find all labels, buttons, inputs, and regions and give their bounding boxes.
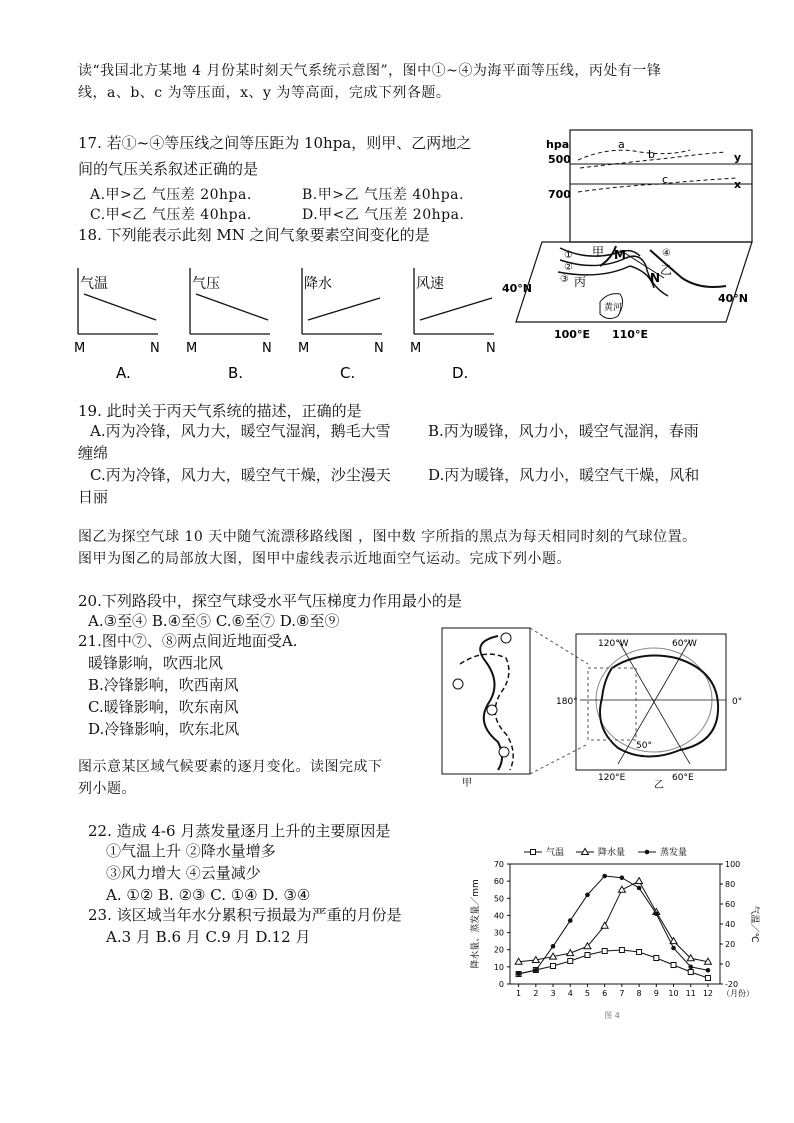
x-axis-tick-label: 8 bbox=[636, 989, 642, 998]
x-axis-tick-label: 7 bbox=[619, 989, 625, 998]
x-axis-tick-label: 9 bbox=[653, 989, 659, 998]
intro1-line1: 读“我国北方某地 4 月份某时刻天气系统示意图”，图中①~④为海平面等压线，丙处有一锋 bbox=[78, 63, 662, 79]
temperature-point bbox=[602, 949, 607, 954]
q18-graph-trend-line bbox=[308, 298, 380, 320]
temperature-point bbox=[688, 970, 693, 975]
q22-options-1-2: ①气温上升 ②降水量增多 bbox=[106, 842, 276, 860]
evaporation-point bbox=[645, 850, 650, 855]
x-axis-tick-label: 11 bbox=[685, 989, 696, 998]
evaporation-point bbox=[688, 965, 693, 970]
q18-graph-trend-line bbox=[420, 298, 492, 320]
precipitation-point bbox=[601, 922, 608, 928]
right-axis-tick-label: 80 bbox=[725, 880, 736, 889]
q18-graph-n-label: N bbox=[150, 341, 160, 356]
precipitation-point bbox=[636, 878, 643, 884]
label-jia: 甲 bbox=[592, 245, 605, 259]
label-x: x bbox=[734, 178, 742, 191]
left-axis-tick-label: 10 bbox=[493, 962, 504, 972]
intro3-line2: 列小题。 bbox=[78, 781, 136, 797]
x-axis-tick-label: 6 bbox=[602, 989, 608, 998]
q17-option-a: A.甲>乙 气压差 20hpa. bbox=[90, 187, 252, 203]
right-axis-tick-label: 60 bbox=[725, 900, 736, 909]
evaporation-point bbox=[568, 918, 573, 923]
chart-plot-frame bbox=[510, 864, 720, 984]
label-n: N bbox=[650, 271, 661, 285]
q21-option-a: 暖锋影响，吹西北风 bbox=[88, 654, 224, 672]
q19-option-b-cont: 缠绵 bbox=[78, 444, 109, 462]
zoom-area-box bbox=[588, 668, 636, 740]
q18-graph-group bbox=[74, 268, 496, 382]
temperature-point bbox=[551, 964, 556, 969]
lon-120e-label: 120°E bbox=[598, 773, 626, 783]
q17-option-d: D.甲<乙 气压差 20hpa. bbox=[302, 207, 465, 223]
q21-option-c: C.暖锋影响，吹东南风 bbox=[88, 698, 239, 716]
q18-graph-letter: C. bbox=[340, 364, 356, 382]
q19-stem: 19. 此时关于丙天气系统的描述，正确的是 bbox=[78, 402, 362, 420]
isobar-label-3: ③ bbox=[560, 274, 569, 285]
q22-choices: A. ①② B. ②③ C. ①④ D. ③④ bbox=[106, 886, 311, 904]
temperature-point bbox=[568, 959, 573, 964]
q23-stem: 23. 该区域当年水分累积亏损最为严重的月份是 bbox=[88, 906, 402, 924]
legend-label: 气温 bbox=[546, 848, 565, 858]
right-axis-tick-label: -20 bbox=[725, 980, 739, 989]
balloon-drift-figure bbox=[440, 624, 766, 794]
lat-left-label: 40°N bbox=[502, 282, 533, 295]
point-6-jia bbox=[499, 747, 509, 757]
x-axis-title: （月份） bbox=[722, 989, 754, 998]
evaporation-point bbox=[516, 971, 521, 976]
lat-right-label: 40°N bbox=[718, 292, 749, 305]
evaporation-point bbox=[551, 944, 556, 949]
ground-plane bbox=[516, 242, 752, 322]
right-axis-tick-label: 40 bbox=[725, 920, 736, 929]
x-axis-tick-label: 10 bbox=[668, 989, 679, 998]
left-axis-tick-label: 70 bbox=[493, 860, 504, 869]
right-axis-tick-label: 0 bbox=[725, 960, 731, 969]
point-8-jia bbox=[453, 679, 463, 689]
q18-graph-m-label: M bbox=[298, 341, 310, 356]
series-line bbox=[519, 881, 708, 962]
x-axis-tick-label: 2 bbox=[533, 989, 539, 998]
pressure-section-frame bbox=[570, 130, 752, 242]
lon-60e-label: 60°E bbox=[672, 773, 694, 783]
label-yi: 乙 bbox=[660, 263, 673, 277]
intro2-line1: 图乙为探空气球 10 天中随气流漂移路线图 ，图中数 字所指的黑点为每天相同时刻的气球位置。 bbox=[78, 529, 697, 545]
precipitation-point bbox=[618, 886, 625, 892]
label-c: c bbox=[662, 173, 669, 186]
left-axis-tick-label: 30 bbox=[493, 928, 504, 938]
q17-stem-line2: 间的气压关系叙述正确的是 bbox=[78, 160, 259, 178]
temperature-point bbox=[671, 963, 676, 968]
left-axis-tick-label: 40 bbox=[493, 911, 504, 921]
hpa-label: hpa bbox=[546, 138, 570, 151]
panel-jia-label: 甲 bbox=[462, 778, 472, 789]
q18-graph-trend-line bbox=[84, 294, 156, 320]
point-7-jia bbox=[487, 705, 497, 715]
q18-graph-ylabel: 风速 bbox=[416, 276, 444, 292]
evaporation-point bbox=[654, 911, 659, 916]
isobar-label-1: ① bbox=[564, 250, 573, 261]
weather-system-figure bbox=[500, 126, 770, 346]
temperature-point bbox=[637, 950, 642, 955]
left-axis-tick-label: 20 bbox=[493, 945, 504, 955]
q21-option-d: D.冷锋影响，吹东北风 bbox=[88, 720, 240, 738]
label-b: b bbox=[648, 148, 655, 161]
climate-chart bbox=[462, 842, 762, 1022]
lon-100e-label: 100°E bbox=[554, 328, 590, 341]
q22-stem: 22. 造成 4-6 月蒸发量逐月上升的主要原因是 bbox=[88, 822, 391, 840]
q17-option-b: B.甲>乙 气压差 40hpa. bbox=[302, 187, 464, 203]
label-m: M bbox=[614, 248, 626, 262]
intro1-line2: 线，a、b、c 为等压面，x、y 为等高面，完成下列各题。 bbox=[78, 85, 451, 101]
evaporation-point bbox=[706, 968, 711, 973]
chart-caption: 图 4 bbox=[604, 1011, 620, 1020]
evaporation-point bbox=[585, 893, 590, 898]
evaporation-point bbox=[602, 874, 607, 879]
q19-option-d: D.丙为暖锋，风力小，暖空气干燥，风和 bbox=[428, 466, 700, 484]
legend-label: 蒸发量 bbox=[660, 848, 688, 858]
intro2-line2: 图甲为图乙的局部放大图，图甲中虚线表示近地面空气运动。完成下列小题。 bbox=[78, 551, 571, 567]
temperature-point bbox=[531, 850, 536, 855]
left-axis-title: 降水量、蒸发量／mm bbox=[471, 879, 481, 969]
lon-120w-label: 120°W bbox=[598, 639, 629, 649]
point-9-jia bbox=[501, 633, 511, 643]
q18-graph-ylabel: 气压 bbox=[192, 276, 220, 292]
q18-graph-n-label: N bbox=[486, 341, 496, 356]
lon-60w-label: 60°W bbox=[672, 639, 697, 649]
evaporation-point bbox=[620, 875, 625, 880]
q17-stem-line1: 17. 若①~④等压线之间等压距为 10hpa，则甲、乙两地之 bbox=[78, 134, 472, 152]
evaporation-point bbox=[671, 946, 676, 951]
q21-stem: 21.图中⑦、⑧两点间近地面受A. bbox=[78, 632, 298, 650]
isobaric-surface-c bbox=[578, 178, 738, 192]
q18-graph-letter: D. bbox=[452, 364, 469, 382]
zoom-connector-top bbox=[530, 628, 588, 664]
right-axis-tick-label: 20 bbox=[725, 940, 736, 949]
q18-graph-letter: A. bbox=[116, 364, 131, 382]
label-y: y bbox=[734, 151, 742, 164]
q17-option-c: C.甲<乙 气压差 40hpa. bbox=[90, 207, 252, 223]
x-axis-tick-label: 1 bbox=[516, 989, 522, 998]
q18-graph-n-label: N bbox=[374, 341, 384, 356]
lat-50-label: 50° bbox=[636, 741, 652, 751]
q19-option-a: A.丙为冷锋，风力大，暖空气湿润，鹅毛大雪 bbox=[90, 422, 391, 440]
temperature-point bbox=[619, 948, 624, 953]
q18-graph-m-label: M bbox=[410, 341, 422, 356]
x-axis-tick-label: 5 bbox=[584, 989, 591, 998]
temperature-point bbox=[705, 976, 710, 981]
p700-label: 700 bbox=[548, 188, 571, 201]
right-axis-tick-label: 100 bbox=[725, 860, 741, 869]
q21-option-b: B.冷锋影响，吹西南风 bbox=[88, 676, 239, 694]
isobar-label-4: ④ bbox=[662, 248, 671, 259]
balloon-drift-route bbox=[600, 656, 718, 757]
lon-0-label: 0° bbox=[732, 697, 743, 707]
q18-stem: 18. 下列能表示此刻 MN 之间气象要素空间变化的是 bbox=[78, 226, 430, 244]
lon-180-label: 180° bbox=[556, 697, 578, 707]
q20-stem: 20.下列路段中，探空气球受水平气压梯度力作用最小的是 bbox=[78, 592, 462, 610]
q18-graph-ylabel: 气温 bbox=[80, 276, 108, 292]
x-axis-tick-label: 12 bbox=[702, 989, 714, 998]
temperature-point bbox=[585, 953, 590, 958]
legend-label: 降水量 bbox=[598, 848, 626, 858]
panel-jia-frame bbox=[442, 628, 530, 774]
evaporation-point bbox=[534, 968, 539, 973]
q18-graph-m-label: M bbox=[186, 341, 198, 356]
q19-option-d-cont: 日丽 bbox=[78, 488, 109, 506]
intro3-line1: 图示意某区域气候要素的逐月变化。读图完成下 bbox=[78, 759, 383, 775]
panel-yi-label: 乙 bbox=[654, 780, 664, 791]
q18-graph-n-label: N bbox=[262, 341, 272, 356]
q23-choices: A.3 月 B.6 月 C.9 月 D.12 月 bbox=[106, 928, 311, 946]
right-axis-title: 气温／℃ bbox=[749, 905, 759, 943]
q20-options: A.③至④ B.④至⑤ C.⑥至⑦ D.⑧至⑨ bbox=[88, 612, 340, 630]
q18-graph-letter: B. bbox=[228, 364, 244, 382]
q18-graph-ylabel: 降水 bbox=[304, 276, 332, 292]
p500-label: 500 bbox=[548, 153, 571, 166]
isobar-label-2: ② bbox=[564, 262, 573, 273]
isobaric-surface-a bbox=[578, 150, 690, 160]
q19-option-c: C.丙为冷锋，风力大，暖空气干燥，沙尘漫天 bbox=[90, 466, 391, 484]
temperature-point bbox=[654, 956, 659, 961]
q18-graph-m-label: M bbox=[74, 341, 86, 356]
lon-110e-label: 110°E bbox=[612, 328, 648, 341]
left-axis-tick-label: 60 bbox=[493, 877, 504, 887]
q19-option-b: B.丙为暖锋，风力小，暖空气湿润，春雨 bbox=[428, 422, 699, 440]
label-bing: 丙 bbox=[574, 275, 587, 289]
left-axis-tick-label: 50 bbox=[493, 894, 504, 904]
series-line bbox=[519, 876, 708, 974]
q18-graph-trend-line bbox=[196, 294, 268, 320]
label-a: a bbox=[618, 138, 625, 151]
x-axis-tick-label: 3 bbox=[550, 989, 556, 998]
x-axis-tick-label: 4 bbox=[567, 989, 573, 998]
evaporation-point bbox=[637, 886, 642, 891]
river-label: 黄河 bbox=[604, 303, 623, 313]
q22-options-3-4: ③风力增大 ④云量减少 bbox=[106, 864, 261, 882]
q18-option-graphs bbox=[72, 262, 502, 392]
left-axis-tick-label: 0 bbox=[498, 980, 504, 989]
